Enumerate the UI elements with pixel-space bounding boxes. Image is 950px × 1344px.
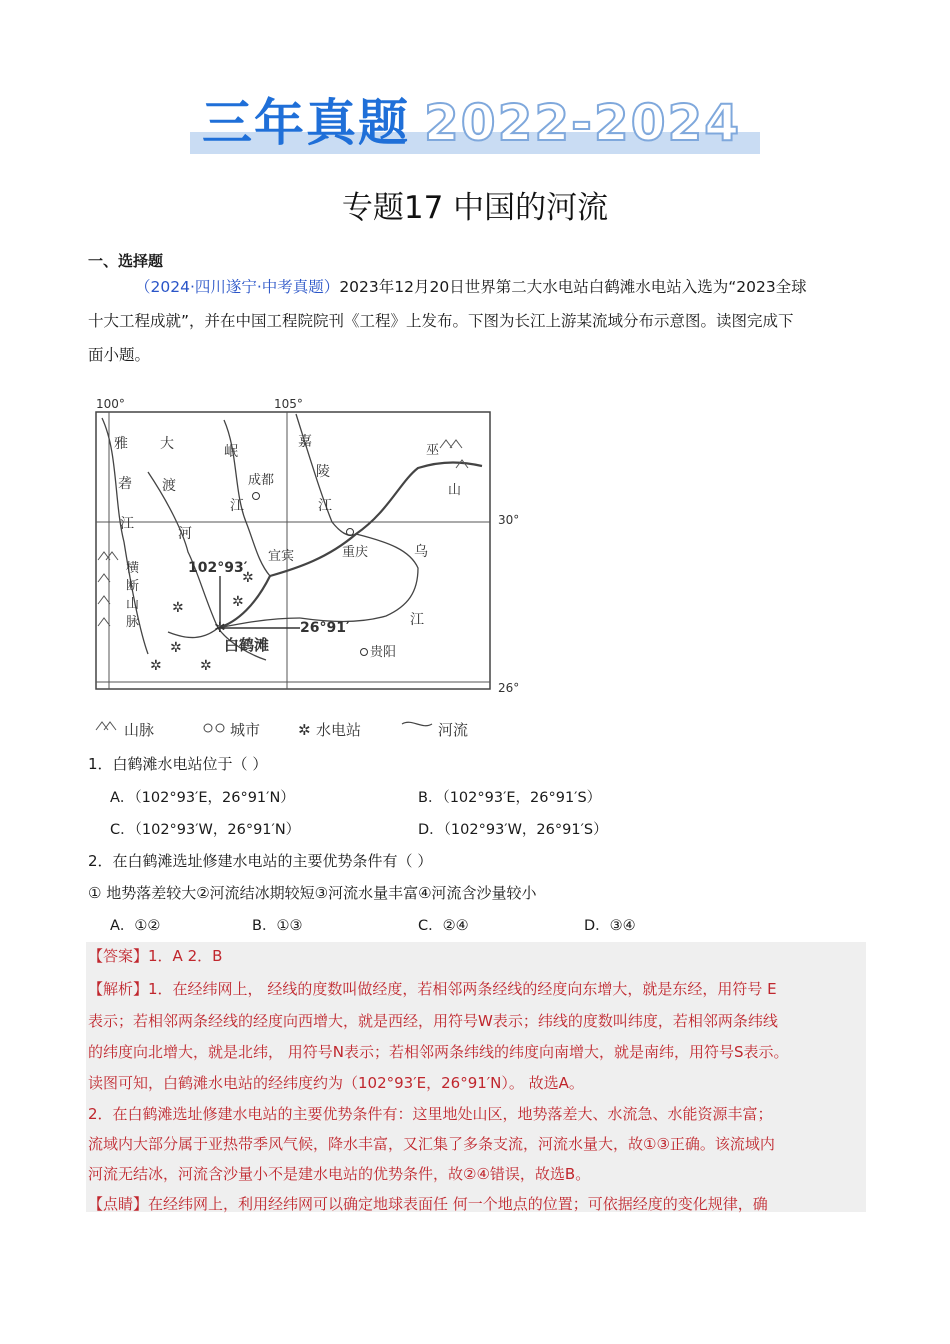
q2-option-c[interactable]: C．②④ <box>418 918 469 934</box>
lat-label-26: 26° <box>498 681 520 695</box>
hydropower-station-icon: ✲ <box>232 594 244 610</box>
banner-text-years: 2022-2024 <box>424 94 742 152</box>
analysis-line-4: 读图可知，白鹤滩水电站的经纬度约为（102°93′E，26°91′N）。 故选A。 <box>88 1074 584 1092</box>
section-heading: 一、选择题 <box>88 252 164 270</box>
river-label: 河 <box>178 526 192 542</box>
mountain-label: 山 <box>448 483 462 498</box>
analysis-line-3: 的纬度向北增大，就是北纬， 用符号N表示；若相邻两条纬线的纬度向南增大，就是南纬，用符号S表示。 <box>88 1043 789 1061</box>
hydropower-station-icon: ✲ <box>242 570 254 586</box>
coord-label-lon: 102°93′ <box>188 560 248 576</box>
analysis-line-5: 2．在白鹤滩选址修建水电站的主要优势条件有：这里地处山区，地势落差大、水流急、水能资源丰富； <box>88 1105 773 1123</box>
question-2-conditions: ① 地势落差较大②河流结冰期较短③河流水量丰富④河流含沙量较小 <box>88 884 537 902</box>
river-label: 江 <box>318 498 332 514</box>
river-label: 砻 <box>118 476 132 492</box>
city-marker-guiyang <box>361 649 368 656</box>
legend-mountain: 山脉 <box>124 721 155 739</box>
answer-key: 【答案】1．A 2．B <box>88 947 223 965</box>
mountain-label: 横 <box>126 561 140 576</box>
svg-text:✲: ✲ <box>298 721 311 739</box>
intro-line-3: 面小题。 <box>88 346 151 364</box>
lon-label-100: 100° <box>96 397 125 411</box>
analysis-line-7: 河流无结冰，河流含沙量小不是建水电站的优势条件，故②④错误，故选B。 <box>88 1165 591 1183</box>
q1-option-a[interactable]: A．（102°93′E，26°91′N） <box>110 790 295 806</box>
river-label: 雅 <box>114 436 128 452</box>
river-basin-map <box>88 392 528 744</box>
city-label-yibin: 宜宾 <box>268 549 295 564</box>
city-marker-chengdu <box>253 493 260 500</box>
banner-text-main: 三年真题 <box>202 94 410 152</box>
hydropower-station-icon: ✲ <box>150 658 162 674</box>
tip-line-1: 【点睛】在经纬网上，利用经纬网可以确定地球表面任 何一个地点的位置；可依据经度的变化规律，确 <box>88 1195 768 1213</box>
coord-label-lat: 26°91′ <box>300 620 350 636</box>
mountain-label: 脉 <box>126 615 140 630</box>
lat-label-30: 30° <box>498 513 520 527</box>
analysis-line-6: 流域内大部分属于亚热带季风气候，降水丰富，又汇集了多条支流，河流水量大，故①③正确。该流域内 <box>88 1135 775 1153</box>
intro-line-2: 十大工程成就”，并在中国工程院院刊《工程》上发布。下图为长江上游某流域分布示意图。读图完成下 <box>88 312 794 330</box>
q2-option-a[interactable]: A．①② <box>110 918 161 934</box>
river-label: 岷 <box>224 444 238 460</box>
river-label: 江 <box>120 516 134 532</box>
question-source: （2024·四川遂宁·中考真题） <box>135 278 340 296</box>
analysis-line-1: 【解析】1．在经纬网上， 经线的度数叫做经度，若相邻两条经线的经度向东增大，就是东经，用符号 E <box>88 980 777 998</box>
river-label: 江 <box>230 498 244 514</box>
intro-text-1: 2023年12月20日世界第二大水电站白鹤滩水电站入选为“2023全球 <box>339 278 807 296</box>
river-label: 江 <box>410 612 424 628</box>
city-label-guiyang: 贵阳 <box>370 645 397 660</box>
q1-option-c[interactable]: C．（102°93′W，26°91′N） <box>110 822 301 838</box>
legend-river: 河流 <box>438 721 469 739</box>
river-label: 渡 <box>162 478 176 494</box>
q1-option-b[interactable]: B．（102°93′E，26°91′S） <box>418 790 602 806</box>
hydropower-station-icon: ✲ <box>172 600 184 616</box>
mountain-symbols <box>98 440 468 626</box>
river-label: 大 <box>160 436 174 452</box>
question-1-stem: 1．白鹤滩水电站位于（ ） <box>88 755 268 773</box>
city-label-chengdu: 成都 <box>248 473 275 488</box>
station-label-baihetan: 白鹤滩 <box>224 636 270 654</box>
city-label-chongqing: 重庆 <box>342 545 369 560</box>
q2-option-d[interactable]: D．③④ <box>584 918 636 934</box>
hydropower-station-icon: ✲ <box>170 640 182 656</box>
mountain-label: 巫 <box>426 443 440 458</box>
intro-line-1 <box>88 270 868 304</box>
legend-hydropower: 水电站 <box>316 721 362 739</box>
mountain-label: 断 <box>126 579 140 594</box>
river-label: 陵 <box>316 464 330 480</box>
analysis-line-2: 表示；若相邻两条经线的经度向西增大，就是西经，用符号W表示；纬线的度数叫纬度，若相邻两条纬线 <box>88 1012 778 1030</box>
legend-city: 城市 <box>230 721 261 739</box>
river-label: 嘉 <box>298 434 312 450</box>
lon-label-105: 105° <box>274 397 303 411</box>
mountain-label: 山 <box>126 597 140 612</box>
river-label: 乌 <box>414 544 428 560</box>
hydropower-station-icon: ✲ <box>200 658 212 674</box>
hydropower-station-icon: ✲ <box>214 620 226 636</box>
city-marker-chongqing <box>347 529 354 536</box>
header-banner <box>190 92 760 154</box>
question-2-stem: 2．在白鹤滩选址修建水电站的主要优势条件有（ ） <box>88 852 433 870</box>
q1-option-d[interactable]: D．（102°93′W，26°91′S） <box>418 822 608 838</box>
page-title: 专题17 中国的河流 <box>341 190 609 226</box>
q2-option-b[interactable]: B．①③ <box>252 918 303 934</box>
